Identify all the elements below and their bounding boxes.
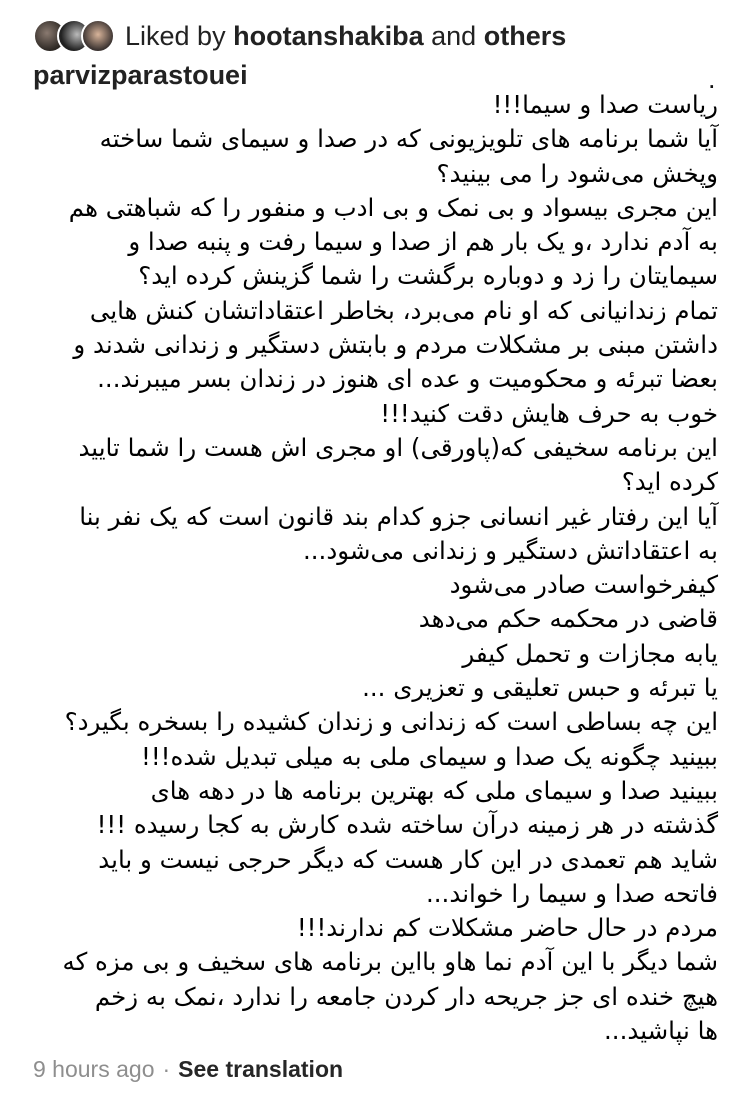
post-author-username[interactable]: parvizparastouei [33,60,248,90]
see-translation-link[interactable]: See translation [178,1056,344,1082]
caption-line: کرده اید؟ [621,467,718,497]
caption-line: بعضا تبرئه و محکومیت و عده ای هنوز در زندان بسر میبرند... [97,364,718,394]
liked-by-prefix: Liked by [125,20,226,51]
caption-dot: . [708,64,716,94]
liker-username-link[interactable]: hootanshakiba [233,20,424,51]
caption-line: یا تبرئه و حبس تعلیقی و تعزیری ... [362,673,718,703]
caption-line: خوب به حرف هایش دقت کنید!!! [380,398,718,428]
post-caption [18,88,718,1048]
caption-line: سیمایتان را زد و دوباره برگشت را شما گزینش کرده اید؟ [138,261,718,291]
caption-line: قاضی در محکمه حکم می‌دهد [418,604,718,634]
caption-line: به آدم ندارد ،و یک بار هم از صدا و سیما رفت و پنبه صدا و [128,227,718,257]
caption-line: هیچ خنده ای جز جریحه دار کردن جامعه را ندارد ،نمک به زخم [94,981,718,1011]
caption-line: فاتحه صدا و سیما را خواند... [425,878,718,908]
caption-line: شاید هم تعمدی در این کار هست که دیگر حرجی نیست و باید [98,844,718,874]
caption-line: ببینید چگونه یک صدا و سیمای ملی به میلی تبدیل شده!!! [141,741,718,771]
liker-avatars[interactable] [33,19,115,53]
caption-line: ریاست صدا و سیما!!! [492,90,718,119]
caption-line: آیا شما برنامه های تلویزیونی که در صدا و سیمای شما ساخته [99,124,718,154]
separator-dot: · [162,1056,171,1082]
others-link[interactable]: others [483,20,567,51]
caption-line: وپخش می‌شود را می بینید؟ [436,158,718,188]
caption-line: ببینید صدا و سیمای ملی که بهترین برنامه ها در دهه های [150,775,718,805]
caption-line: آیا این رفتار غیر انسانی جزو کدام بند قانون است که یک نفر بنا [79,501,718,531]
likes-row [33,14,566,58]
post-timestamp[interactable]: 9 hours ago [33,1056,155,1082]
post-footer [33,1056,343,1083]
caption-line: داشتن مبنی بر مشکلات مردم و بابتش دستگیر و زندانی شدند و [73,330,718,360]
caption-line: تمام زندانیانی که او نام می‌برد، بخاطر اعتقاداتشان کنش هایی [89,295,718,325]
caption-line: مردم در حال حاضر مشکلات کم ندارند!!! [296,913,718,943]
caption-line: این مجری بیسواد و بی نمک و بی ادب و منفور را که شباهتی هم [68,192,718,222]
caption-line: کیفرخواست صادر می‌شود [449,570,718,600]
avatar[interactable] [81,19,115,53]
caption-line: ها نپاشید... [604,1016,718,1046]
liked-by-and: and [431,20,477,51]
caption-line: گذشته در هر زمینه درآن ساخته شده کارش به کجا رسیده !!! [96,810,718,840]
liked-by-text [125,21,566,52]
caption-line: یابه مجازات و تحمل کیفر [462,638,718,668]
caption-line: این برنامه سخیفی که(پاورقی) او مجری اش هست را شما تایید [78,432,718,462]
caption-line: به اعتقاداتش دستگیر و زندانی می‌شود... [302,535,718,565]
caption-line: این چه بساطی است که زندانی و زندان کشیده را بسخره بگیرد؟ [64,707,718,737]
caption-line: شما دیگر با این آدم نما هاو بااین برنامه های سخیف و بی مزه که [62,947,718,977]
